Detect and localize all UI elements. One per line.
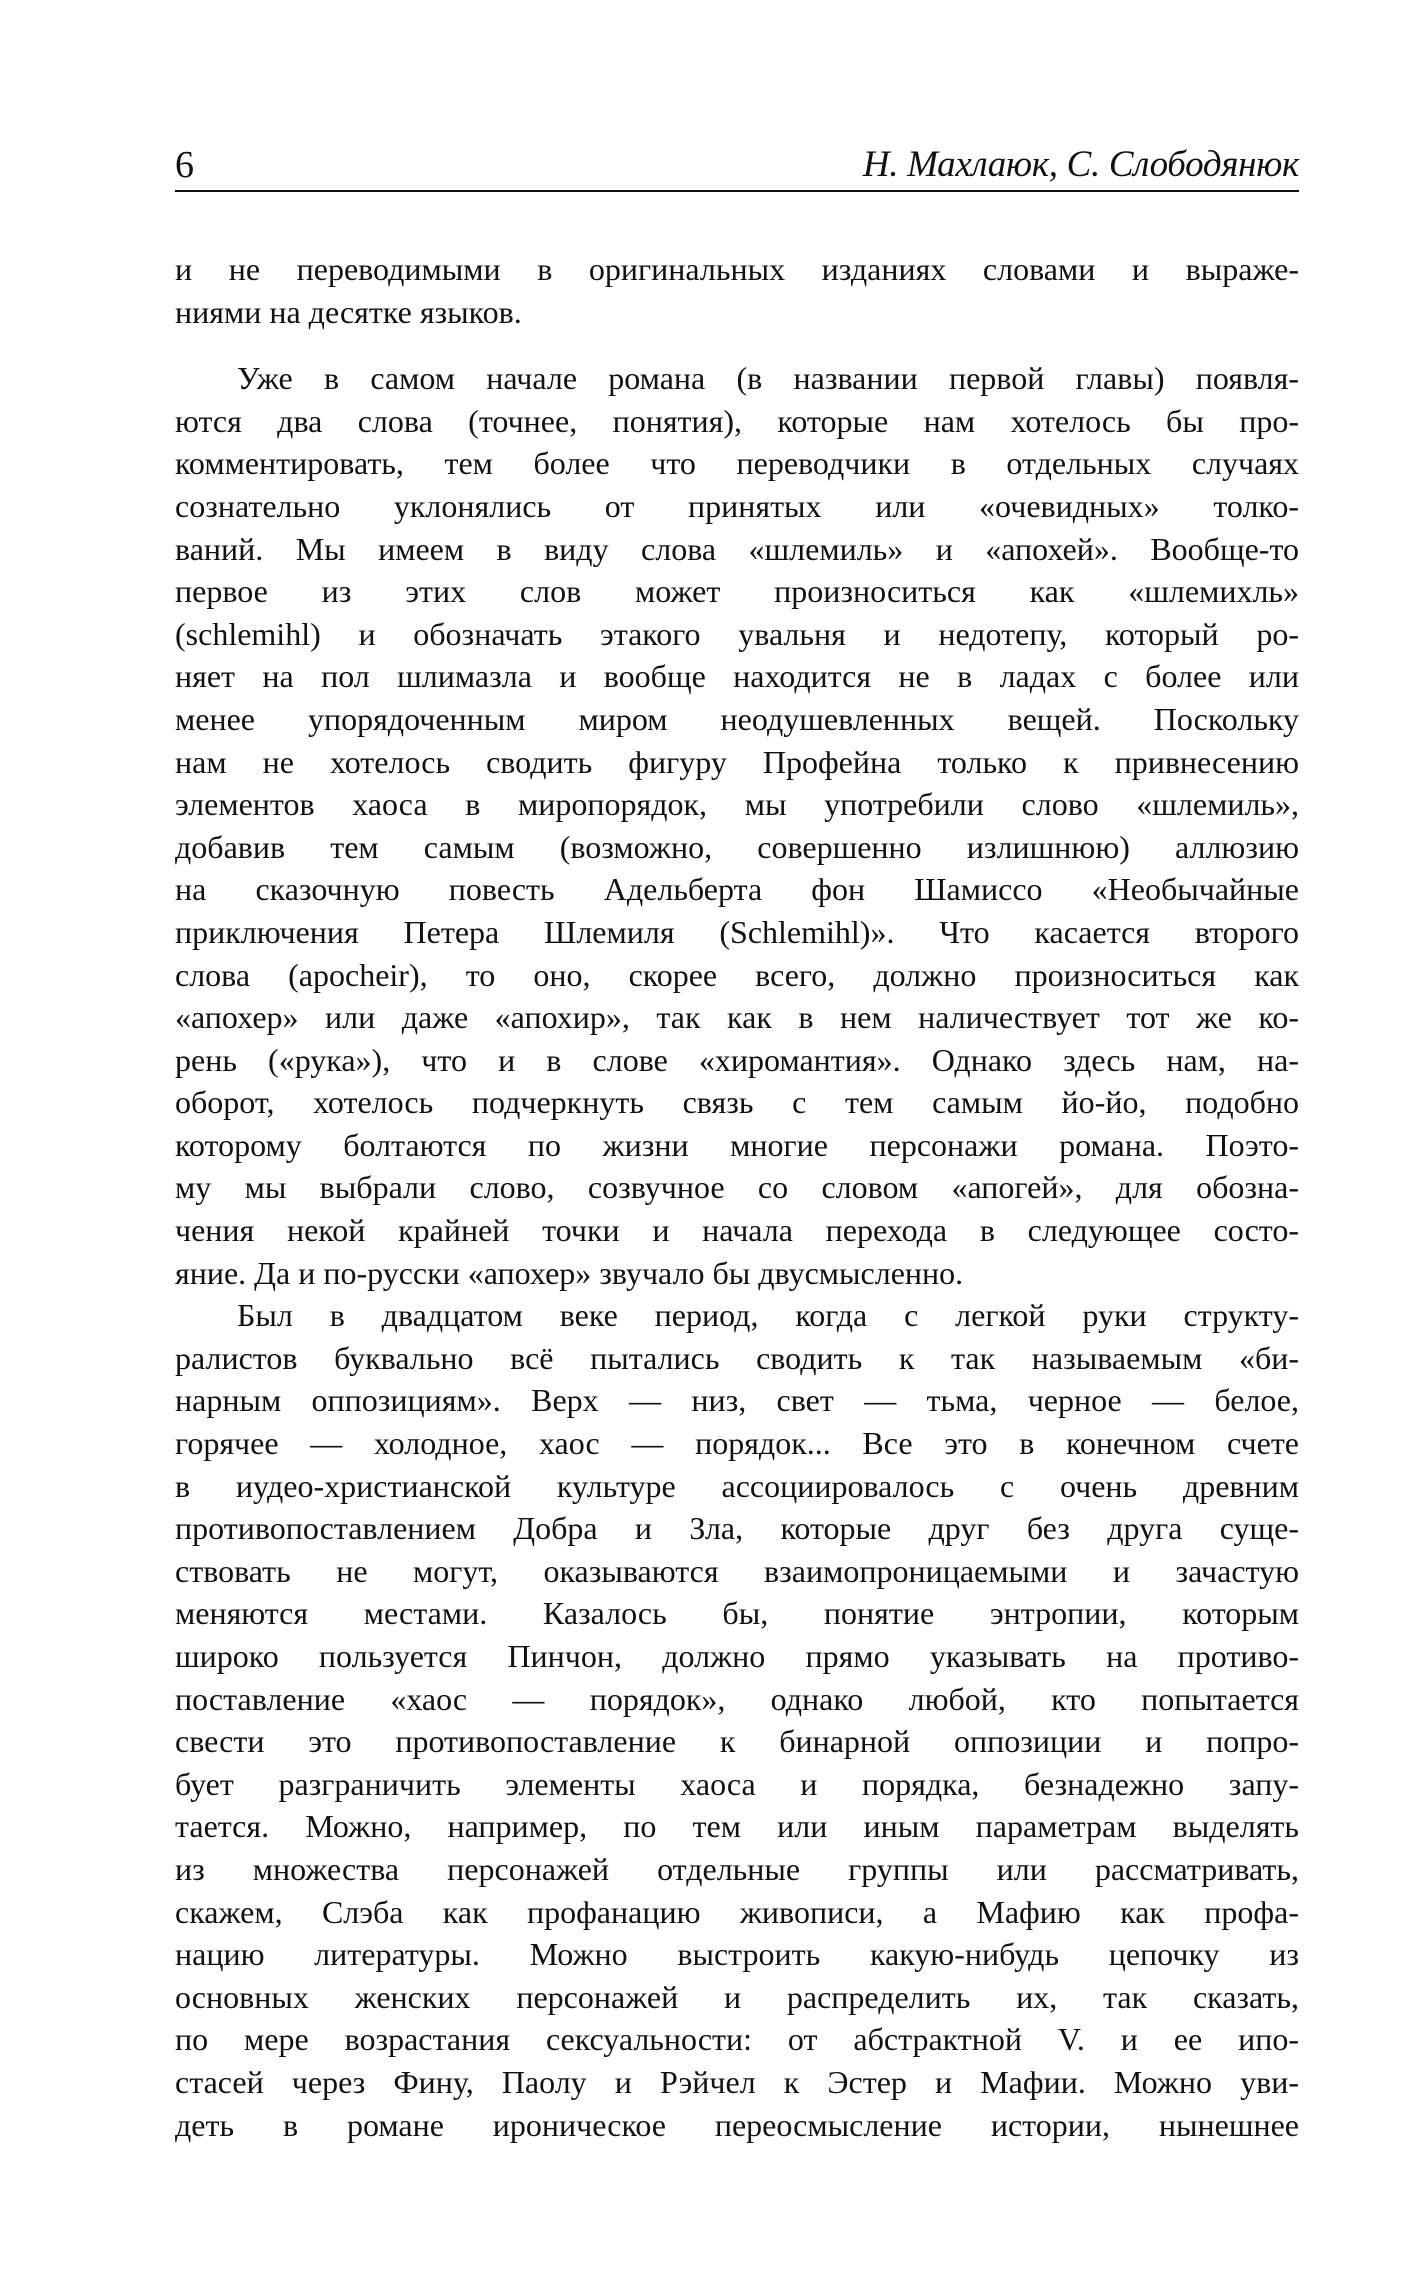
- paragraph-gap: [175, 333, 1299, 357]
- text-line: из множества персонажей отдельные группы или рассматривать,: [175, 1850, 1299, 1887]
- paragraph-binary-oppositions: [175, 1294, 1299, 2146]
- text-line: первое из этих слов может произноситься как «шлемихль»: [175, 573, 1299, 610]
- running-header: [175, 142, 1299, 192]
- text-line: ются два слова (точнее, понятия), которые нам хотелось бы про-: [175, 402, 1299, 439]
- text-line: горячее — холодное, хаос — порядок... Все это в конечном счете: [175, 1425, 1299, 1462]
- text-line: му мы выбрали слово, созвучное со словом «апогей», для обозна-: [175, 1169, 1299, 1206]
- text-line: ваний. Мы имеем в виду слова «шлемиль» и «апохей». Вообще-то: [175, 530, 1299, 567]
- body-text: [175, 248, 1299, 2146]
- text-line: нарным оппозициям». Верх — низ, свет — тьма, черное — белое,: [175, 1382, 1299, 1419]
- text-line: яние. Да и по-русски «апохер» звучало бы двусмысленно.: [175, 1254, 964, 1291]
- text-line: скажем, Слэба как профанацию живописи, а Мафию как профа-: [175, 1893, 1299, 1930]
- text-line: нацию литературы. Можно выстроить какую-нибудь цепочку из: [175, 1936, 1299, 1973]
- text-line: и не переводимыми в оригинальных изданиях словами и выраже-: [175, 251, 1299, 287]
- text-line: рень («рука»), что и в слове «хиромантия». Однако здесь нам, на-: [175, 1041, 1299, 1078]
- text-line: няет на пол шлимазла и вообще находится не в ладах с более или: [175, 658, 1299, 695]
- text-line: ствовать не могут, оказываются взаимопроницаемыми и зачастую: [175, 1552, 1299, 1589]
- text-line: оборот, хотелось подчеркнуть связь с тем самым йо-йо, подобно: [175, 1084, 1299, 1121]
- paragraph-schlemihl: [175, 357, 1299, 1294]
- text-line: широко пользуется Пинчон, должно прямо указывать на противо-: [175, 1638, 1299, 1674]
- text-line: слова (apocheir), то оно, скорее всего, должно произноситься как: [175, 956, 1299, 993]
- text-line: основных женских персонажей и распределить их, так сказать,: [175, 1978, 1299, 2015]
- text-line: поставление «хаос — порядок», однако любой, кто попытается: [175, 1680, 1299, 1717]
- text-line: ниями на десятке языков.: [175, 293, 522, 330]
- text-line: противопоставлением Добра и Зла, которые друг без друга суще-: [175, 1510, 1299, 1547]
- text-line: Уже в самом начале романа (в названии первой главы) появля-: [237, 360, 1299, 397]
- text-line: меняются местами. Казалось бы, понятие энтропии, которым: [175, 1595, 1299, 1632]
- text-line: которому болтаются по жизни многие персонажи романа. Поэто-: [175, 1126, 1299, 1163]
- text-line: тается. Можно, например, по тем или иным параметрам выделять: [175, 1808, 1299, 1845]
- text-line: стасей через Фину, Паолу и Рэйчел к Эстер и Мафии. Можно уви-: [175, 2063, 1299, 2100]
- text-line: комментировать, тем более что переводчики в отдельных случаях: [175, 445, 1299, 482]
- text-line: менее упорядоченным миром неодушевленных вещей. Поскольку: [175, 700, 1299, 737]
- text-line: «апохер» или даже «апохир», так как в нем наличествует тот же ко-: [175, 999, 1299, 1036]
- text-line: (schlemihl) и обозначать этакого увальня и недотепу, который ро-: [175, 615, 1299, 652]
- text-line: деть в романе ироническое переосмысление истории, нынешнее: [175, 2106, 1299, 2143]
- running-header-authors: Н. Махлаюк, С. Слободянюк: [862, 144, 1299, 185]
- text-line: на сказочную повесть Адельберта фон Шамиссо «Необычайные: [175, 871, 1299, 908]
- page-number: 6: [175, 144, 194, 186]
- text-line: чения некой крайней точки и начала перехода в следующее состо-: [175, 1212, 1299, 1249]
- text-line: элементов хаоса в миропорядок, мы употребили слово «шлемиль»,: [175, 786, 1299, 823]
- text-line: бует разграничить элементы хаоса и порядка, безнадежно запу-: [175, 1765, 1299, 1802]
- text-line: в иудео-христианской культуре ассоциировалось с очень древним: [175, 1467, 1299, 1504]
- text-line: по мере возрастания сексуальности: от абстрактной V. и ее ипо-: [175, 2021, 1299, 2058]
- text-line: нам не хотелось сводить фигуру Профейна только к привнесению: [175, 743, 1299, 780]
- paragraph-continuation: [175, 248, 1299, 333]
- text-line: свести это противопоставление к бинарной оппозиции и попро-: [175, 1723, 1299, 1760]
- text-line: добавив тем самым (возможно, совершенно излишнюю) аллюзию: [175, 828, 1299, 865]
- text-line: ралистов буквально всё пытались сводить к так называемым «би-: [175, 1339, 1299, 1376]
- text-line: Был в двадцатом веке период, когда с легкой руки структу-: [237, 1297, 1299, 1334]
- text-line: приключения Петера Шлемиля (Schlemihl)». Что касается второго: [175, 913, 1299, 950]
- text-line: сознательно уклонялись от принятых или «очевидных» толко-: [175, 487, 1299, 524]
